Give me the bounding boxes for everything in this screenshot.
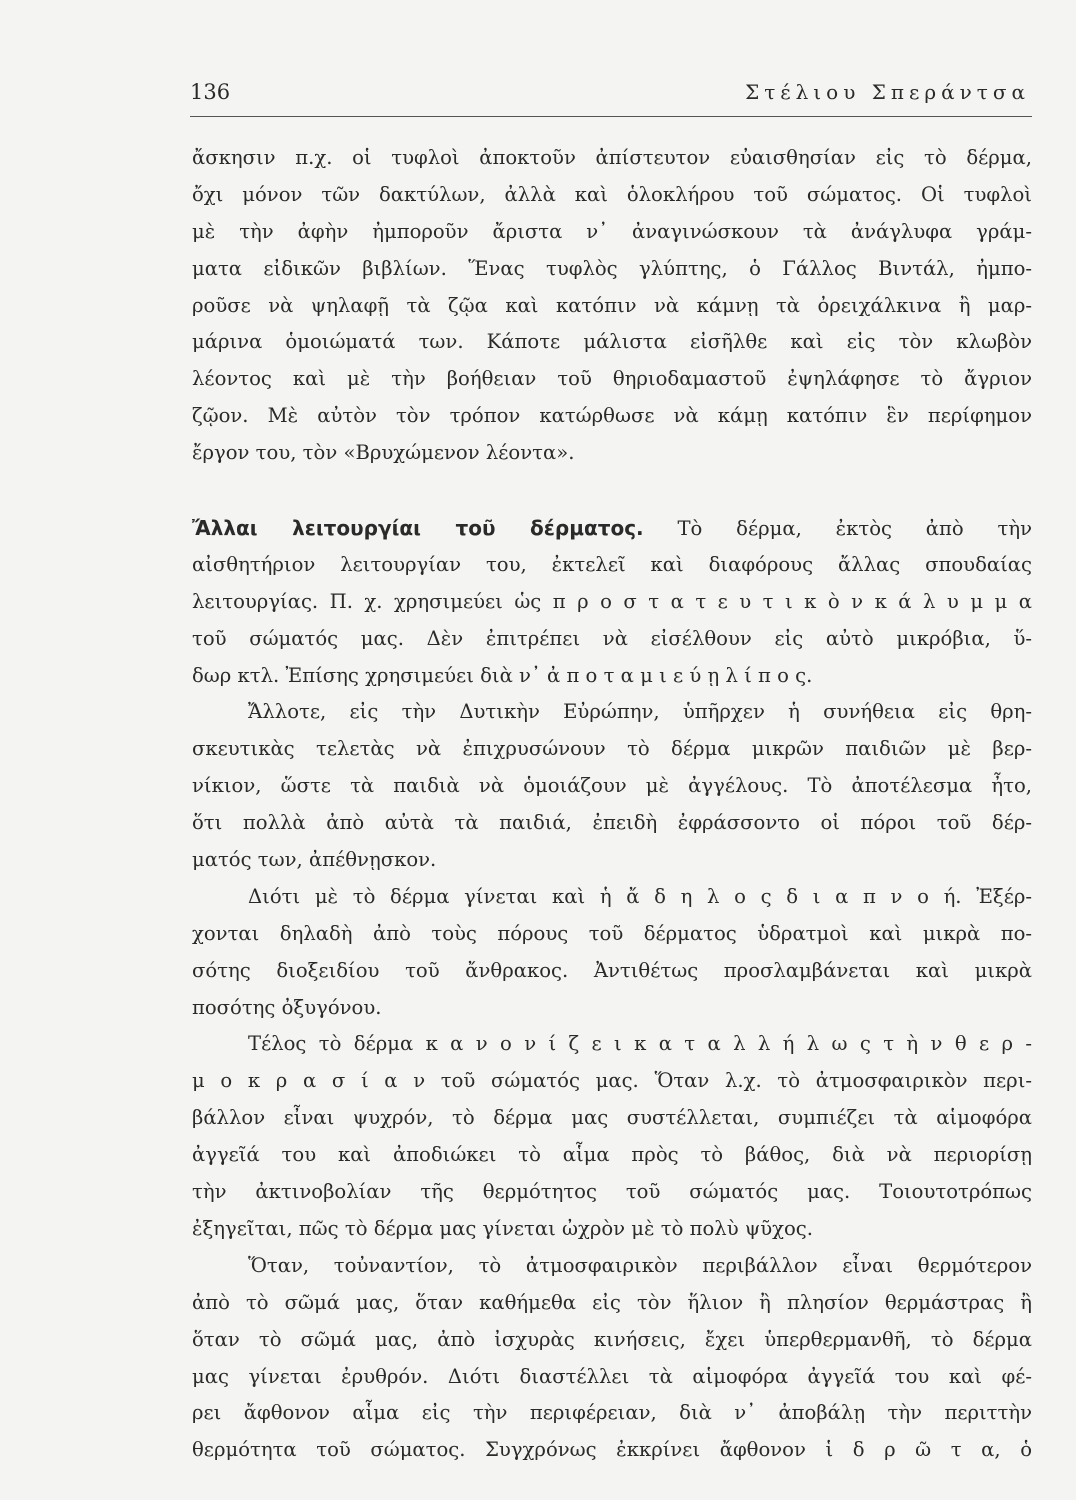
- paragraph-6: [192, 1248, 1032, 1469]
- text-line: Τέλος τὸ δέρμα κ α ν ο ν ί ζ ε ι κ α τ α λ λ ή λ ω ς τ ὴ ν θ ε ρ -: [248, 1032, 1032, 1056]
- text-line: Ἄλλοτε, εἰς τὴν Δυτικὴν Εὐρώπην, ὑπῆρχεν ἡ συνήθεια εἰς θρη-: [248, 700, 1032, 724]
- header-rule: [190, 116, 1032, 117]
- text-line: δωρ κτλ. Ἐπίσης χρησιμεύει διὰ ν᾽ ἀ π ο τ α μ ι ε ύ ῃ λ ί π ο ς.: [192, 663, 813, 687]
- section-gap: [192, 472, 1032, 510]
- text-line: τὴν ἀκτινοβολίαν τῆς θερμότητος τοῦ σώματός μας. Τοιουτοτρόπως: [192, 1180, 1032, 1204]
- text-line: ἀγγεῖά του καὶ ἀποδιώκει τὸ αἷμα πρὸς τὸ βάθος, διὰ νὰ περιορίσῃ: [192, 1143, 1032, 1167]
- paragraph-5: [192, 1026, 1032, 1247]
- text-line: ρει ἄφθονον αἷμα εἰς τὴν περιφέρειαν, διὰ ν᾽ ἀποβάλῃ τὴν περιττὴν: [192, 1401, 1032, 1425]
- paragraph-2: [192, 510, 1032, 694]
- text-line: ἐξηγεῖται, πῶς τὸ δέρμα μας γίνεται ὠχρὸν μὲ τὸ πολὺ ψῦχος.: [192, 1216, 814, 1240]
- text-line: μάρινα ὁμοιώματά των. Κάποτε μάλιστα εἰσῆλθε καὶ εἰς τὸν κλωβὸν: [192, 330, 1032, 354]
- page-header: [190, 80, 1032, 110]
- text-line: λειτουργίας. Π. χ. χρησιμεύει ὡς π ρ ο σ τ α τ ε υ τ ι κ ὸ ν κ ά λ υ μ μ α: [192, 589, 1032, 613]
- text-line: χονται δηλαδὴ ἀπὸ τοὺς πόρους τοῦ δέρματος ὑδρατμοὶ καὶ μικρὰ πο-: [192, 921, 1032, 945]
- text-line: ἀπὸ τὸ σῶμά μας, ὅταν καθήμεθα εἰς τὸν ἥλιον ἢ πλησίον θερμάστρας ἢ: [192, 1290, 1032, 1314]
- text-line: ματός των, ἀπέθνῃσκον.: [192, 848, 437, 872]
- text-line: ροῦσε νὰ ψηλαφῇ τὰ ζῷα καὶ κατόπιν νὰ κάμνῃ τὰ ὀρειχάλκινα ἢ μαρ-: [192, 293, 1032, 317]
- text-line: λέοντος καὶ μὲ τὴν βοήθειαν τοῦ θηριοδαμαστοῦ ἐψηλάφησε τὸ ἄγριον: [192, 367, 1032, 391]
- heading-line-rest: Τὸ δέρμα, ἐκτὸς ἀπὸ τὴν: [677, 517, 1032, 541]
- text-line: ὅταν τὸ σῶμά μας, ἀπὸ ἰσχυρὰς κινήσεις, ἔχει ὑπερθερμανθῆ, τὸ δέρμα: [192, 1327, 1032, 1351]
- paragraph-1: [192, 140, 1032, 472]
- text-line: νίκιον, ὥστε τὰ παιδιὰ νὰ ὁμοιάζουν μὲ ἀγγέλους. Τὸ ἀποτέλεσμα ἦτο,: [192, 774, 1032, 798]
- text-line: μ ο κ ρ α σ ί α ν τοῦ σώματός μας. Ὅταν λ.χ. τὸ ἀτμοσφαιρικὸν περι-: [192, 1069, 1032, 1093]
- text-line: αἰσθητήριον λειτουργίαν του, ἐκτελεῖ καὶ διαφόρους ἄλλας σπουδαίας: [192, 552, 1032, 576]
- text-line: ὄχι μόνον τῶν δακτύλων, ἀλλὰ καὶ ὁλοκλήρου τοῦ σώματος. Οἱ τυφλοὶ: [192, 182, 1032, 206]
- text-line: ποσότης ὀξυγόνου.: [192, 995, 382, 1019]
- page-number: 136: [190, 80, 231, 104]
- text-line: ματα εἰδικῶν βιβλίων. Ἕνας τυφλὸς γλύπτης, ὁ Γάλλος Βιντάλ, ἠμπο-: [192, 256, 1032, 280]
- text-line: μας γίνεται ἐρυθρόν. Διότι διαστέλλει τὰ αἱμοφόρα ἀγγεῖά του καὶ φέ-: [192, 1364, 1032, 1388]
- text-line: ἔργον του, τὸν «Βρυχώμενον λέοντα».: [192, 441, 575, 465]
- text-line: σκευτικὰς τελετὰς νὰ ἐπιχρυσώνουν τὸ δέρμα μικρῶν παιδιῶν μὲ βερ-: [192, 737, 1032, 761]
- heading-line: [192, 510, 1032, 547]
- paragraph-4: [192, 879, 1032, 1027]
- text-line: ὅτι πολλὰ ἀπὸ αὐτὰ τὰ παιδιά, ἐπειδὴ ἐφράσσοντο οἱ πόροι τοῦ δέρ-: [192, 811, 1032, 835]
- paragraph-3: [192, 694, 1032, 878]
- text-line: ζῷον. Μὲ αὐτὸν τὸν τρόπον κατώρθωσε νὰ κάμῃ κατόπιν ἓν περίφημον: [192, 404, 1032, 428]
- text-line: Διότι μὲ τὸ δέρμα γίνεται καὶ ἡ ἄ δ η λ ο ς δ ι α π ν ο ή. Ἐξέρ-: [248, 884, 1032, 908]
- text-line: βάλλον εἶναι ψυχρόν, τὸ δέρμα μας συστέλλεται, συμπιέζει τὰ αἱμοφόρα: [192, 1106, 1032, 1130]
- section-heading: Ἄλλαι λειτουργίαι τοῦ δέρματος.: [192, 516, 644, 541]
- text-line: Ὅταν, τοὐναντίον, τὸ ἀτμοσφαιρικὸν περιβάλλον εἶναι θερμότερον: [248, 1253, 1032, 1277]
- text-line: ἄσκησιν π.χ. οἱ τυφλοὶ ἀποκτοῦν ἀπίστευτον εὐαισθησίαν εἰς τὸ δέρμα,: [192, 146, 1032, 169]
- text-line: σότης διοξειδίου τοῦ ἄνθρακος. Ἀντιθέτως προσλαμβάνεται καὶ μικρὰ: [192, 958, 1032, 982]
- text-line: θερμότητα τοῦ σώματος. Συγχρόνως ἐκκρίνει ἄφθονον ἱ δ ρ ῶ τ α, ὁ: [192, 1438, 1032, 1462]
- running-head: Στέλιου Σπεράντσα: [745, 80, 1030, 104]
- text-line: μὲ τὴν ἀφὴν ἠμποροῦν ἄριστα ν᾽ ἀναγινώσκουν τὰ ἀνάγλυφα γράμ-: [192, 219, 1032, 243]
- text-line: τοῦ σώματός μας. Δὲν ἐπιτρέπει νὰ εἰσέλθουν εἰς αὐτὸ μικρόβια, ὕ-: [192, 626, 1032, 650]
- body-text: [192, 140, 1032, 1469]
